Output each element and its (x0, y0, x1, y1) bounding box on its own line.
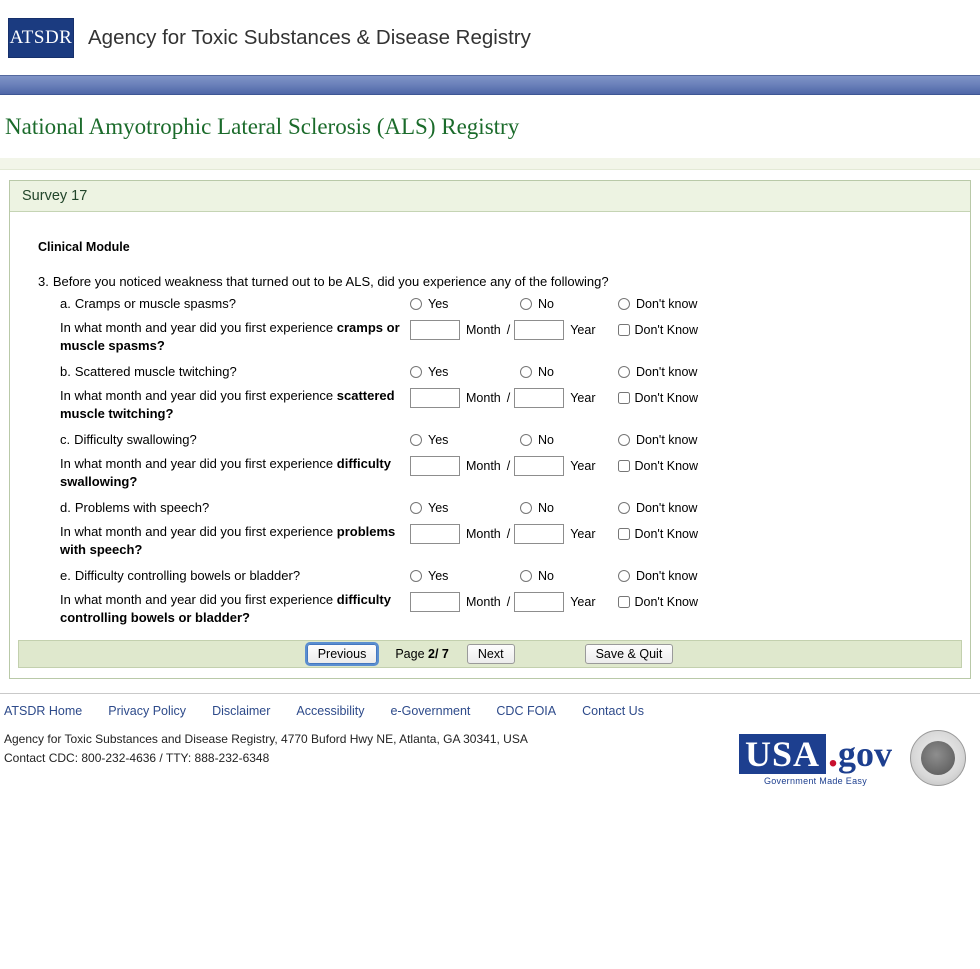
page-indicator-value: 2/ 7 (428, 647, 449, 662)
radio-group (410, 363, 970, 379)
date-fields (410, 523, 970, 544)
subquestion-list (10, 295, 970, 626)
subquestion-text: Problems with speech? (74, 500, 210, 516)
date-separator: / (506, 459, 511, 474)
radio-no-label: No (538, 569, 554, 584)
title-divider (0, 158, 980, 170)
date-question-bold: difficulty controlling bowels or bladder? (60, 592, 391, 625)
subquestion-letter: c. (60, 432, 71, 448)
footer-link[interactable]: Contact Us (582, 704, 644, 719)
footer-link[interactable]: e-Government (390, 704, 471, 719)
dont-know-checkbox-label: Don't Know (634, 323, 699, 337)
atsdr-logo (8, 18, 74, 58)
dont-know-checkbox-label: Don't Know (634, 391, 699, 406)
page-indicator-label: Page (395, 647, 425, 662)
month-label: Month (466, 391, 501, 406)
subquestion (10, 363, 970, 422)
subquestion-text: Cramps or muscle spasms? (74, 296, 236, 311)
radio-option-dont-know[interactable] (618, 365, 758, 379)
month-input[interactable] (410, 524, 460, 544)
radio-no[interactable] (520, 502, 532, 514)
date-row (10, 591, 970, 626)
month-input[interactable] (410, 320, 460, 340)
year-input[interactable] (514, 320, 564, 340)
date-question-label (10, 455, 410, 490)
subquestion-row (10, 567, 970, 589)
radio-group (410, 567, 970, 583)
date-question-label (10, 319, 410, 354)
radio-option-dont-know[interactable] (618, 569, 758, 583)
module-title: Clinical Module (38, 240, 130, 254)
save-and-quit-button[interactable]: Save & Quit (585, 644, 674, 664)
dont-know-checkbox[interactable] (618, 392, 630, 404)
footer-link[interactable]: Accessibility (296, 704, 365, 719)
question-number: 3. (38, 274, 49, 289)
dont-know-checkbox-option[interactable] (618, 595, 699, 609)
subquestion (10, 499, 970, 558)
hhs-seal-icon (910, 730, 966, 786)
dont-know-checkbox-option[interactable] (618, 527, 699, 541)
dont-know-checkbox[interactable] (618, 596, 630, 608)
month-input[interactable] (410, 592, 460, 612)
radio-dont-know[interactable] (618, 366, 630, 378)
radio-option-yes[interactable] (410, 365, 520, 379)
date-row (10, 523, 970, 558)
year-label: Year (570, 595, 596, 610)
year-label: Year (570, 323, 596, 337)
radio-group (410, 295, 970, 311)
subquestion-label (10, 567, 410, 585)
footer-address (4, 730, 528, 767)
radio-option-no[interactable] (520, 569, 618, 583)
date-question-bold: scattered muscle twitching? (60, 388, 395, 421)
radio-yes-label: Yes (428, 365, 449, 380)
radio-no-label: No (538, 297, 554, 311)
year-input[interactable] (514, 524, 564, 544)
subquestion-row (10, 363, 970, 385)
radio-option-yes[interactable] (410, 297, 520, 311)
radio-no[interactable] (520, 434, 532, 446)
radio-no-label: No (538, 365, 554, 380)
radio-option-yes[interactable] (410, 501, 520, 515)
date-question-bold: difficulty swallowing? (60, 456, 391, 489)
radio-option-yes[interactable] (410, 569, 520, 583)
subquestion-row (10, 431, 970, 453)
radio-dont-know-label: Don't know (636, 433, 698, 448)
footer-link[interactable]: Privacy Policy (108, 704, 187, 719)
month-label: Month (466, 323, 501, 337)
radio-no[interactable] (520, 570, 532, 582)
dont-know-checkbox-label: Don't Know (634, 459, 699, 474)
dont-know-checkbox[interactable] (618, 324, 630, 336)
dont-know-checkbox-label: Don't Know (634, 595, 699, 610)
date-fields (410, 591, 970, 612)
atsdr-logo-text: ATSDR (9, 26, 73, 48)
next-button[interactable]: Next (467, 644, 515, 664)
year-input[interactable] (514, 456, 564, 476)
radio-dont-know-label: Don't know (636, 297, 698, 311)
subquestion-label (10, 499, 410, 517)
footer-link[interactable]: ATSDR Home (4, 704, 83, 719)
page-title-area (0, 95, 980, 158)
radio-yes-label: Yes (428, 569, 449, 584)
radio-option-yes[interactable] (410, 433, 520, 447)
month-label: Month (466, 595, 501, 610)
radio-option-no[interactable] (520, 501, 618, 515)
footer-link[interactable]: CDC FOIA (496, 704, 557, 719)
subquestion-letter: a. (60, 296, 71, 311)
usagov-tagline: Government Made Easy (763, 776, 867, 787)
radio-dont-know[interactable] (618, 502, 630, 514)
survey-nav-bar (18, 640, 962, 668)
dont-know-checkbox-option[interactable] (618, 391, 699, 405)
date-question-prefix: In what month and year did you first experience (60, 320, 337, 335)
month-input[interactable] (410, 456, 460, 476)
page-indicator (395, 647, 449, 661)
date-row (10, 319, 970, 354)
radio-no[interactable] (520, 298, 532, 310)
usagov-dot: . (828, 730, 838, 776)
radio-dont-know-label: Don't know (636, 501, 698, 516)
footer-logos (739, 730, 970, 786)
radio-dont-know-label: Don't know (636, 365, 698, 380)
date-row (10, 387, 970, 422)
dont-know-checkbox-option[interactable] (618, 323, 699, 337)
usagov-gov-text: gov (838, 734, 892, 775)
subquestion-label (10, 431, 410, 449)
subquestion-row (10, 499, 970, 521)
dont-know-checkbox[interactable] (618, 528, 630, 540)
date-separator: / (506, 323, 511, 337)
radio-yes[interactable] (410, 298, 422, 310)
radio-yes-label: Yes (428, 501, 449, 516)
radio-yes[interactable] (410, 570, 422, 582)
usagov-logo-main (739, 730, 892, 776)
date-question-prefix: In what month and year did you first experience (60, 388, 337, 404)
radio-group (410, 431, 970, 447)
month-label: Month (466, 459, 501, 474)
date-question-label (10, 387, 410, 422)
year-label: Year (570, 459, 596, 474)
date-question-label (10, 591, 410, 626)
agency-title: Agency for Toxic Substances & Disease Registry (88, 25, 531, 49)
radio-yes[interactable] (410, 502, 422, 514)
month-label: Month (466, 527, 501, 542)
subquestion-label (10, 363, 410, 381)
year-input[interactable] (514, 388, 564, 408)
dont-know-checkbox-label: Don't Know (634, 527, 699, 542)
subquestion-text: Scattered muscle twitching? (74, 364, 237, 380)
date-fields (410, 319, 970, 340)
radio-no-label: No (538, 433, 554, 448)
radio-yes-label: Yes (428, 297, 449, 311)
subquestion-letter: e. (60, 568, 71, 584)
subquestion-label (10, 295, 410, 313)
date-question-bold: cramps or muscle spasms? (60, 320, 400, 353)
date-separator: / (506, 595, 511, 610)
radio-option-dont-know[interactable] (618, 297, 758, 311)
radio-yes-label: Yes (428, 433, 449, 448)
radio-option-dont-know[interactable] (618, 501, 758, 515)
dont-know-checkbox-option[interactable] (618, 459, 699, 473)
page-title: National Amyotrophic Lateral Sclerosis (ALS) Registry (5, 113, 520, 139)
radio-dont-know[interactable] (618, 298, 630, 310)
subquestion (10, 431, 970, 490)
subquestion-row (10, 295, 970, 317)
survey-panel-title: Survey 17 (22, 188, 88, 204)
date-question-label (10, 523, 410, 558)
subquestion (10, 567, 970, 626)
year-input[interactable] (514, 592, 564, 612)
date-fields (410, 455, 970, 476)
usagov-logo[interactable] (739, 730, 892, 787)
survey-panel-body (10, 212, 970, 668)
question-stem (38, 274, 970, 289)
radio-yes[interactable] (410, 434, 422, 446)
question-text: Before you noticed weakness that turned out to be ALS, did you experience any of the following? (52, 274, 609, 289)
footer-address-line1: Agency for Toxic Substances and Disease Registry, 4770 Buford Hwy NE, Atlanta, GA 30341, USA (4, 732, 528, 747)
footer-link[interactable]: Disclaimer (212, 704, 271, 719)
survey-panel-header (10, 181, 970, 212)
subquestion (10, 295, 970, 354)
subquestion-letter: b. (60, 364, 71, 380)
date-question-prefix: In what month and year did you first experience (60, 456, 337, 472)
radio-group (410, 499, 970, 515)
survey-panel (9, 180, 971, 679)
date-question-bold: problems with speech? (60, 524, 396, 557)
radio-dont-know[interactable] (618, 570, 630, 582)
footer-bottom (0, 726, 980, 786)
date-separator: / (506, 391, 511, 406)
date-question-prefix: In what month and year did you first experience (60, 592, 337, 608)
dont-know-checkbox[interactable] (618, 460, 630, 472)
footer-links (0, 693, 980, 726)
subquestion-letter: d. (60, 500, 71, 516)
radio-dont-know-label: Don't know (636, 569, 698, 584)
footer-address-line2: Contact CDC: 800-232-4636 / TTY: 888-232-6348 (4, 751, 270, 766)
date-row (10, 455, 970, 490)
date-separator: / (506, 527, 511, 542)
radio-option-dont-know[interactable] (618, 433, 758, 447)
radio-option-no[interactable] (520, 433, 618, 447)
radio-yes[interactable] (410, 366, 422, 378)
usagov-usa-text: USA (739, 734, 826, 774)
date-question-prefix: In what month and year did you first experience (60, 524, 337, 540)
date-fields (410, 387, 970, 408)
header-accent-bar (0, 75, 980, 95)
radio-option-no[interactable] (520, 297, 618, 311)
year-label: Year (570, 391, 596, 406)
survey-nav-inner (307, 644, 674, 664)
subquestion-text: Difficulty swallowing? (74, 432, 197, 448)
subquestion-text: Difficulty controlling bowels or bladder? (74, 568, 301, 584)
radio-option-no[interactable] (520, 365, 618, 379)
radio-dont-know[interactable] (618, 434, 630, 446)
site-header (0, 0, 980, 75)
month-input[interactable] (410, 388, 460, 408)
year-label: Year (570, 527, 596, 542)
radio-no[interactable] (520, 366, 532, 378)
previous-button[interactable]: Previous (307, 644, 378, 664)
radio-no-label: No (538, 501, 554, 516)
